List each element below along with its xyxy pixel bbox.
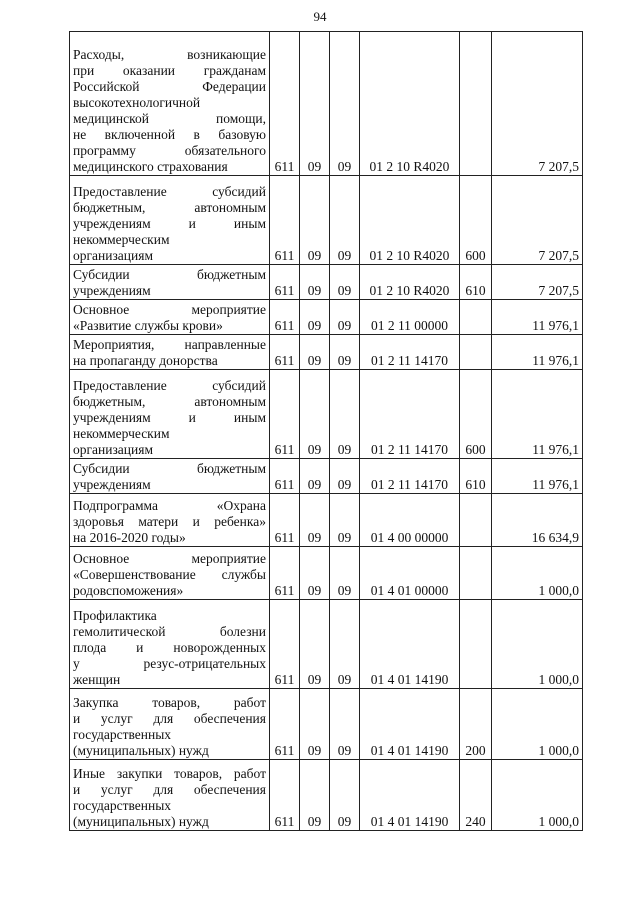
expense-type-cell: 240 (460, 760, 492, 831)
expense-name-line: учреждениям (73, 477, 151, 492)
target-article-cell: 01 4 01 14190 (360, 689, 460, 760)
ministry-code-cell: 611 (270, 265, 300, 300)
amount-cell: 11 976,1 (492, 335, 583, 370)
expense-name-line: и услуг для обеспечения (73, 711, 266, 726)
expense-type-cell: 610 (460, 459, 492, 494)
expense-name-cell (70, 459, 270, 494)
expense-name-line: родовспоможения» (73, 583, 184, 598)
table-row (70, 176, 583, 265)
subsection-code-cell: 09 (330, 176, 360, 265)
expense-name-cell (70, 265, 270, 300)
amount-cell: 1 000,0 (492, 689, 583, 760)
expense-type-cell (460, 547, 492, 600)
expense-name-line: государственных (73, 798, 172, 813)
expense-name-cell (70, 547, 270, 600)
expense-name-cell (70, 494, 270, 547)
section-code-cell: 09 (300, 600, 330, 689)
expense-name-line: высокотехнологичной (73, 95, 201, 110)
amount-cell: 16 634,9 (492, 494, 583, 547)
target-article-cell: 01 4 01 14190 (360, 760, 460, 831)
subsection-code-cell: 09 (330, 300, 360, 335)
subsection-code-cell: 09 (330, 547, 360, 600)
expense-name-line: некоммерческим (73, 232, 170, 247)
section-code-cell: 09 (300, 459, 330, 494)
section-code-cell: 09 (300, 494, 330, 547)
subsection-code-cell: 09 (330, 760, 360, 831)
expense-name-line: гемолитической болезни (73, 624, 266, 639)
expense-type-cell: 200 (460, 689, 492, 760)
amount-cell: 11 976,1 (492, 300, 583, 335)
table-row (70, 760, 583, 831)
ministry-code-cell: 611 (270, 689, 300, 760)
target-article-cell: 01 4 01 14190 (360, 600, 460, 689)
target-article-cell: 01 2 11 14170 (360, 335, 460, 370)
subsection-code-cell: 09 (330, 32, 360, 176)
target-article-cell: 01 2 10 R4020 (360, 265, 460, 300)
amount-cell: 1 000,0 (492, 600, 583, 689)
expense-name-line: при оказании гражданам (73, 63, 266, 78)
target-article-cell: 01 2 11 14170 (360, 370, 460, 459)
expense-name-line: и услуг для обеспечения (73, 782, 266, 797)
expense-name-line: здоровья матери и ребенка» (73, 514, 266, 529)
expense-name-cell (70, 760, 270, 831)
expense-name-line: Основное мероприятие (73, 551, 266, 566)
expense-name-line: Субсидии бюджетным (73, 267, 266, 282)
subsection-code-cell: 09 (330, 600, 360, 689)
expense-type-cell (460, 335, 492, 370)
expense-name-line: Подпрограмма «Охрана (73, 498, 266, 513)
section-code-cell: 09 (300, 32, 330, 176)
expense-name-line: на 2016-2020 годы» (73, 530, 186, 545)
section-code-cell: 09 (300, 760, 330, 831)
expense-name-line: не включенной в базовую (73, 127, 266, 142)
ministry-code-cell: 611 (270, 176, 300, 265)
expense-name-line: Российской Федерации (73, 79, 266, 94)
ministry-code-cell: 611 (270, 335, 300, 370)
expense-name-line: учреждениям (73, 283, 151, 298)
ministry-code-cell: 611 (270, 32, 300, 176)
expense-name-line: на пропаганду донорства (73, 353, 218, 368)
expense-type-cell: 600 (460, 176, 492, 265)
section-code-cell: 09 (300, 300, 330, 335)
ministry-code-cell: 611 (270, 370, 300, 459)
expense-name-line: бюджетным, автономным (73, 200, 266, 215)
subsection-code-cell: 09 (330, 370, 360, 459)
subsection-code-cell: 09 (330, 265, 360, 300)
table-row (70, 547, 583, 600)
expense-name-line: бюджетным, автономным (73, 394, 266, 409)
expense-type-cell (460, 300, 492, 335)
expense-name-line: плода и новорожденных (73, 640, 266, 655)
section-code-cell: 09 (300, 176, 330, 265)
table-body (70, 32, 583, 831)
target-article-cell: 01 2 10 R4020 (360, 176, 460, 265)
expense-name-line: организациям (73, 248, 154, 263)
amount-cell: 11 976,1 (492, 459, 583, 494)
target-article-cell: 01 2 10 R4020 (360, 32, 460, 176)
expense-name-line: Предоставление субсидий (73, 378, 266, 393)
expense-name-line: Иные закупки товаров, работ (73, 766, 266, 781)
ministry-code-cell: 611 (270, 600, 300, 689)
section-code-cell: 09 (300, 547, 330, 600)
section-code-cell: 09 (300, 370, 330, 459)
amount-cell: 7 207,5 (492, 32, 583, 176)
expense-name-line: «Развитие службы крови» (73, 318, 223, 333)
table-row (70, 32, 583, 176)
expense-name-line: женщин (73, 672, 121, 687)
table-row (70, 300, 583, 335)
expense-type-cell (460, 600, 492, 689)
expense-name-line: учреждениям и иным (73, 216, 266, 231)
expense-name-line: Мероприятия, направленные (73, 337, 266, 352)
target-article-cell: 01 2 11 14170 (360, 459, 460, 494)
subsection-code-cell: 09 (330, 689, 360, 760)
subsection-code-cell: 09 (330, 494, 360, 547)
table-row (70, 494, 583, 547)
expense-name-line: медицинской помощи, (73, 111, 266, 126)
table-row (70, 459, 583, 494)
expense-type-cell: 600 (460, 370, 492, 459)
target-article-cell: 01 2 11 00000 (360, 300, 460, 335)
amount-cell: 11 976,1 (492, 370, 583, 459)
expense-name-cell (70, 335, 270, 370)
expense-name-line: учреждениям и иным (73, 410, 266, 425)
table-row (70, 265, 583, 300)
expense-name-line: некоммерческим (73, 426, 170, 441)
table-row (70, 600, 583, 689)
subsection-code-cell: 09 (330, 335, 360, 370)
expense-name-line: Субсидии бюджетным (73, 461, 266, 476)
expense-name-line: Профилактика (73, 608, 157, 623)
expense-name-line: (муниципальных) нужд (73, 743, 209, 758)
ministry-code-cell: 611 (270, 547, 300, 600)
target-article-cell: 01 4 01 00000 (360, 547, 460, 600)
expense-name-line: у резус-отрицательных (73, 656, 266, 671)
target-article-cell: 01 4 00 00000 (360, 494, 460, 547)
budget-table (69, 31, 583, 831)
page-number: 94 (313, 9, 327, 24)
expense-name-cell (70, 689, 270, 760)
subsection-code-cell: 09 (330, 459, 360, 494)
table-row (70, 335, 583, 370)
ministry-code-cell: 611 (270, 494, 300, 547)
expense-name-line: медицинского страхования (73, 159, 228, 174)
expense-name-cell (70, 370, 270, 459)
expense-name-line: Основное мероприятие (73, 302, 266, 317)
amount-cell: 1 000,0 (492, 760, 583, 831)
amount-cell: 7 207,5 (492, 176, 583, 265)
expense-type-cell (460, 32, 492, 176)
expense-name-cell (70, 176, 270, 265)
expense-name-line: «Совершенствование службы (73, 567, 266, 582)
ministry-code-cell: 611 (270, 459, 300, 494)
ministry-code-cell: 611 (270, 760, 300, 831)
amount-cell: 7 207,5 (492, 265, 583, 300)
expense-type-cell: 610 (460, 265, 492, 300)
expense-name-cell (70, 32, 270, 176)
expense-name-line: организациям (73, 442, 154, 457)
section-code-cell: 09 (300, 335, 330, 370)
ministry-code-cell: 611 (270, 300, 300, 335)
amount-cell: 1 000,0 (492, 547, 583, 600)
expense-name-line: Предоставление субсидий (73, 184, 266, 199)
table-row (70, 689, 583, 760)
expense-name-line: Расходы, возникающие (73, 47, 266, 62)
table-row (70, 370, 583, 459)
expense-name-line: программу обязательного (73, 143, 266, 158)
section-code-cell: 09 (300, 265, 330, 300)
expense-name-line: (муниципальных) нужд (73, 814, 209, 829)
expense-name-line: Закупка товаров, работ (73, 695, 266, 710)
section-code-cell: 09 (300, 689, 330, 760)
expense-name-cell (70, 600, 270, 689)
expense-name-cell (70, 300, 270, 335)
expense-name-line: государственных (73, 727, 172, 742)
expense-type-cell (460, 494, 492, 547)
